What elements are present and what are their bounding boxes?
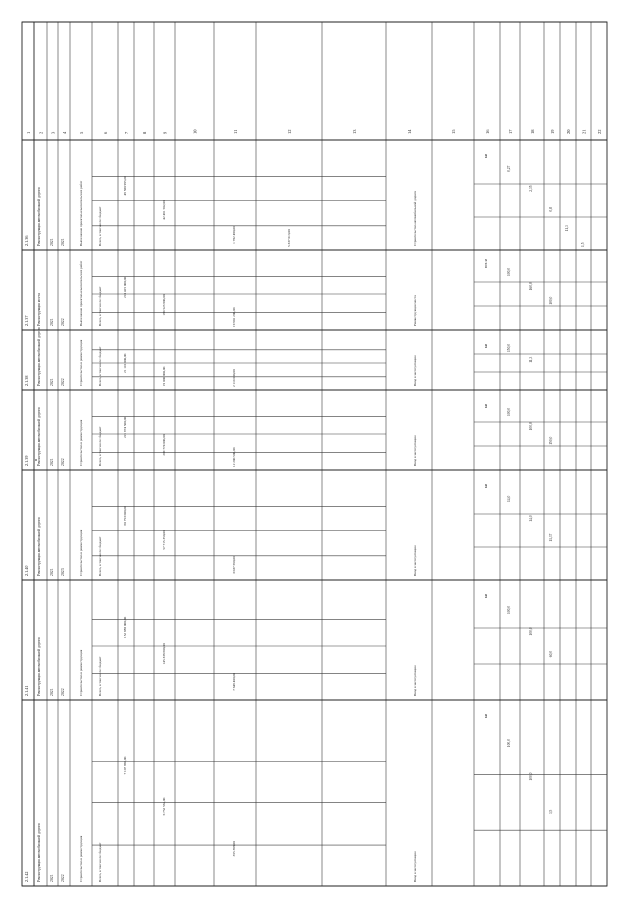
- metric-value: 100,0: [507, 267, 511, 276]
- row-unit: пог. м: [484, 259, 488, 268]
- row-name: Реконструкция автомобильной дороги: [37, 407, 41, 466]
- amount-value: 355 398,00: [232, 841, 236, 857]
- row-description: Ввод в эксплуатацию: [413, 665, 417, 696]
- metric-value: 100,0: [529, 422, 533, 431]
- row-funding-label: Всего, в том числе: бюджет: [98, 346, 102, 386]
- metric-value: 2,35: [529, 185, 533, 192]
- row-year-start: 2021: [50, 458, 54, 466]
- header-number: 21: [581, 129, 587, 134]
- row-year-end: 2022: [61, 318, 65, 326]
- amount-value: 7 649 400,00: [232, 672, 236, 691]
- row-code: 2.1.40: [24, 565, 29, 576]
- row-year-end: 2022: [61, 688, 65, 696]
- amount-value: 3 037 650,00: [232, 556, 236, 574]
- amount-value: 190 523 800,00: [162, 294, 166, 316]
- amount-value: 209 774 000,00: [162, 434, 166, 456]
- header-number: 17: [508, 129, 513, 134]
- row-code: 2.1.36: [24, 235, 29, 246]
- scan-speck: [35, 459, 37, 461]
- amount-value: 42 461 502,00: [162, 200, 166, 220]
- header-number: 8: [142, 131, 147, 134]
- header-number: 18: [530, 129, 535, 134]
- row-year-start: 2021: [50, 238, 54, 246]
- metric-value: 14,0: [507, 495, 511, 502]
- row-unit: км: [484, 343, 488, 348]
- metric-value: 100,0: [507, 739, 511, 748]
- amount-value: 49 580 995,00: [123, 176, 127, 196]
- row-year-end: 2022: [61, 458, 65, 466]
- row-name: Реконструкция моста: [37, 293, 41, 326]
- amount-value: 152 988 000,00: [123, 616, 127, 638]
- row-description: Ввод в эксплуатацию: [413, 851, 417, 882]
- header-number: 20: [566, 129, 571, 134]
- metric-value: 160,0: [529, 282, 533, 291]
- row-works: Строительство и реконструкция: [79, 419, 83, 466]
- metric-value: 60,0: [549, 650, 553, 658]
- row-code: 2.1.41: [24, 685, 29, 696]
- row-year-start: 2021: [50, 568, 54, 576]
- metric-value: 100,0: [507, 407, 511, 416]
- amount-value: 210 425 000,00: [123, 276, 127, 298]
- row-funding-label: Всего, в том числе: бюджет: [98, 206, 102, 246]
- row-unit: км: [484, 153, 488, 158]
- row-name: Реконструкция автомобильной дороги: [37, 637, 41, 696]
- amount-value: 60 753 000,00: [123, 506, 127, 526]
- header-number: 14: [407, 129, 412, 134]
- row-name: Реконструкция автомобильной дороги: [37, 517, 41, 576]
- row-works: Выполнение проектно-изыскательских работ: [79, 260, 83, 326]
- metric-value: 14,0: [529, 515, 533, 522]
- row-year-end: 2023: [61, 568, 65, 576]
- row-funding-label: Всего, в том числе: бюджет: [98, 426, 102, 466]
- metric-value: 3,5: [549, 809, 553, 815]
- amount-value: 12 200 500,00: [232, 447, 236, 467]
- metric-value: 150,0: [549, 436, 553, 445]
- amount-value: 6 752 562,00: [162, 797, 166, 816]
- header-number: 9: [162, 131, 168, 134]
- row-name: Реконструкция автомобильной дороги: [37, 823, 41, 882]
- amount-value: 21 110 000,00: [123, 353, 127, 373]
- metric-value: 11,3: [565, 225, 569, 232]
- row-code: 2.1.39: [24, 455, 29, 466]
- row-description: Реконструкция моста: [413, 295, 417, 326]
- header-number: 6: [103, 131, 108, 134]
- row-year-end: 2021: [61, 238, 65, 246]
- row-works: Строительство и реконструкция: [79, 835, 83, 882]
- header-number: 19: [550, 129, 555, 134]
- row-description: Ввод в эксплуатацию: [413, 435, 417, 466]
- amount-value: 5 337 013,00: [287, 229, 291, 247]
- amount-value: 145 338 600,00: [162, 643, 166, 665]
- row-description: Ввод в эксплуатацию: [413, 545, 417, 576]
- metric-value: 100,0: [529, 627, 533, 636]
- row-unit: км: [484, 403, 488, 408]
- header-number: 4: [62, 131, 67, 134]
- row-funding-label: Всего, в том числе: бюджет: [98, 536, 102, 576]
- metric-value: 100,0: [507, 605, 511, 614]
- row-works: Строительство и реконструкция: [79, 529, 83, 576]
- amount-value: 1 782 480,00: [232, 226, 236, 244]
- row-description: Ввод в эксплуатацию: [413, 355, 417, 386]
- header-number: 15: [451, 129, 456, 134]
- row-year-start: 2021: [50, 378, 54, 386]
- header-number: 3: [50, 131, 56, 134]
- row-code: 2.1.38: [24, 375, 29, 386]
- header-number: 22: [597, 129, 602, 134]
- metric-value: 100,0: [549, 296, 553, 305]
- metric-value: 0,8: [549, 207, 553, 212]
- metric-value: 0,27: [507, 165, 511, 172]
- row-year-start: 2021: [50, 318, 54, 326]
- metric-value: 11,37: [549, 533, 553, 542]
- row-funding-label: Всего, в том числе: бюджет: [98, 842, 102, 882]
- header-number: 12: [287, 129, 292, 134]
- row-name: Реконструкция автомобильной дороги: [37, 187, 41, 246]
- header-number: 7: [124, 131, 129, 134]
- amount-value: 19 000 000,00: [162, 366, 166, 387]
- amount-value: 221 974 500,00: [123, 416, 127, 438]
- row-unit: км: [484, 483, 488, 488]
- row-description: Строительство автомобильной дороги: [413, 190, 417, 246]
- row-unit: км: [484, 713, 488, 718]
- row-unit: км: [484, 593, 488, 598]
- metric-value: 1,5: [581, 242, 585, 247]
- header-number: 13: [352, 129, 357, 134]
- header-number: 16: [485, 129, 490, 134]
- header-number: 2: [38, 131, 44, 134]
- row-year-start: 2021: [50, 874, 54, 882]
- amount-value: 19 901 200,00: [232, 307, 236, 327]
- row-code: 2.1.42: [24, 871, 29, 882]
- row-code: 2.1.37: [24, 315, 29, 326]
- amount-value: 7 107 960,00: [123, 756, 127, 775]
- row-works: Выполнение проектно-изыскательских работ: [79, 180, 83, 246]
- header-number: 5: [79, 131, 84, 134]
- header-number: 1: [26, 131, 31, 134]
- row-works: Строительство и реконструкция: [79, 339, 83, 386]
- row-year-start: 2021: [50, 688, 54, 696]
- row-works: Строительство и реконструкция: [79, 649, 83, 696]
- header-number: 10: [192, 129, 198, 134]
- row-year-end: 2022: [61, 378, 65, 386]
- amount-value: 2 110 000,00: [232, 369, 236, 387]
- metric-value: 11,3: [529, 356, 533, 363]
- header-number: 11: [233, 129, 238, 134]
- metric-value: 150,0: [507, 343, 511, 352]
- row-name: Реконструкция автомобильной дороги: [37, 327, 41, 386]
- row-funding-label: Всего, в том числе: бюджет: [98, 286, 102, 326]
- row-year-end: 2022: [61, 874, 65, 882]
- metric-value: 100,0: [529, 772, 533, 781]
- row-funding-label: Всего, в том числе: бюджет: [98, 656, 102, 696]
- amount-value: 57 715 350,00: [162, 530, 166, 550]
